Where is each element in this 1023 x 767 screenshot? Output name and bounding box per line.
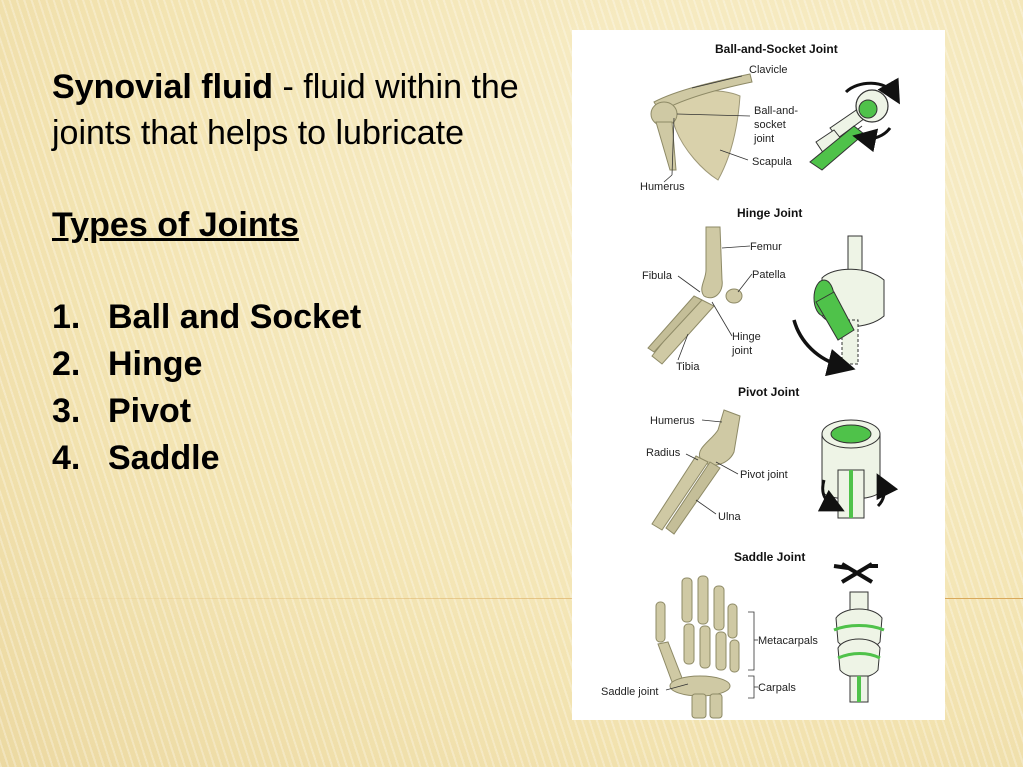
list-item (52, 294, 552, 341)
list-item-label: Ball and Socket (108, 298, 362, 336)
label-carpals: Carpals (758, 682, 796, 694)
saddle-title: Saddle Joint (734, 550, 806, 564)
label-fibula: Fibula (642, 270, 672, 282)
hinge-panel (642, 206, 884, 373)
joint-list (52, 294, 552, 482)
saddle-model (834, 564, 884, 702)
pivot-humerus-bone (699, 410, 740, 465)
label-ulna: Ulna (718, 511, 741, 523)
joints-figure (572, 30, 945, 720)
list-item-number: 1. (52, 298, 81, 336)
definition (52, 64, 552, 156)
label-humerus-1: Humerus (640, 181, 685, 193)
joints-illustration (572, 30, 945, 720)
ball-socket-title: Ball-and-Socket Joint (715, 42, 838, 56)
list-item-number: 3. (52, 392, 81, 430)
label-ball-socket-3: joint (754, 133, 775, 145)
label-ball-socket-1: Ball-and- (754, 105, 799, 117)
label-hinge-2: joint (732, 345, 753, 357)
list-item-number: 2. (52, 345, 81, 383)
hand-bones (656, 576, 739, 718)
definition-text: - fluid within the joints that helps to lubricate (52, 68, 519, 152)
list-item (52, 388, 552, 435)
label-radius: Radius (646, 447, 681, 459)
label-ball-socket-2: socket (754, 119, 786, 131)
pivot-model (822, 420, 884, 518)
pivot-panel (646, 385, 884, 534)
label-saddle-joint: Saddle joint (601, 686, 659, 698)
slide-rule-left (0, 598, 572, 599)
ball-socket-model (810, 83, 894, 170)
label-tibia: Tibia (676, 361, 700, 373)
types-heading: Types of Joints (52, 206, 299, 244)
list-item-label: Hinge (108, 345, 203, 383)
slide-rule-right (945, 598, 1023, 599)
label-pivot-humerus: Humerus (650, 415, 695, 427)
pivot-title: Pivot Joint (738, 385, 800, 399)
hinge-title: Hinge Joint (737, 206, 803, 220)
list-item-number: 4. (52, 439, 81, 477)
saddle-panel (601, 550, 884, 718)
label-scapula: Scapula (752, 156, 792, 168)
slide-text (52, 64, 552, 482)
list-item (52, 435, 552, 482)
label-pivot-joint: Pivot joint (740, 469, 788, 481)
list-item-label: Saddle (108, 439, 220, 477)
list-item-label: Pivot (108, 392, 192, 430)
hinge-model (794, 236, 884, 366)
femur-bone (702, 227, 722, 298)
list-item (52, 341, 552, 388)
definition-term: Synovial fluid (52, 68, 274, 106)
patella-bone (726, 289, 742, 303)
label-patella: Patella (752, 269, 786, 281)
label-femur: Femur (750, 241, 782, 253)
label-clavicle: Clavicle (749, 64, 788, 76)
label-metacarpals: Metacarpals (758, 635, 818, 647)
label-hinge-1: Hinge (732, 331, 761, 343)
ball-socket-panel (640, 42, 894, 193)
